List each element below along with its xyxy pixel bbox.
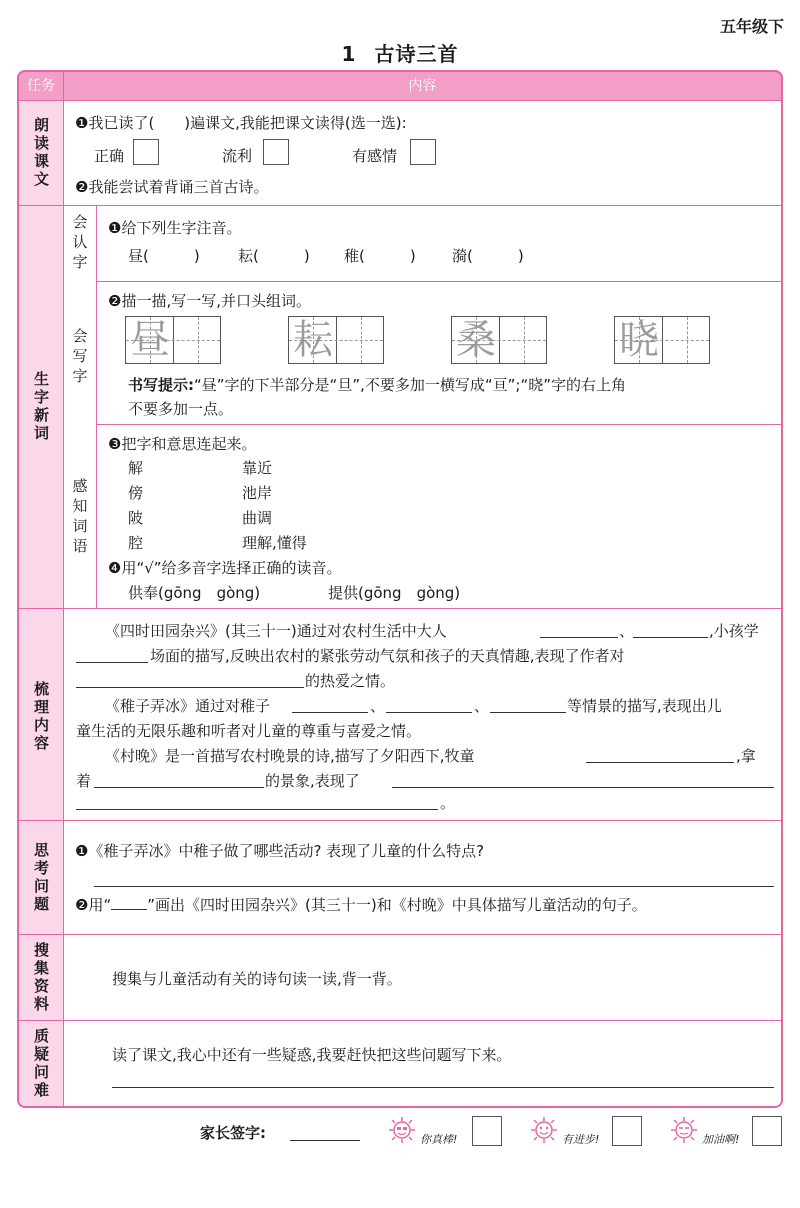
polyphone-item[interactable]: 提供(gōng gòng) <box>328 584 461 602</box>
summary-text: 《稚子弄冰》通过对稚子 <box>105 697 271 715</box>
summary-text: 着 <box>76 772 92 790</box>
sun-face-icon <box>670 1116 698 1144</box>
sublabel-write: 会 写 字 <box>72 327 88 385</box>
sun-face-icon <box>388 1116 416 1144</box>
row-divider <box>19 205 783 206</box>
summary-text: 、 <box>619 622 635 640</box>
subcolumn-divider <box>96 205 97 608</box>
section-label-reading: 朗 读 课 文 <box>33 116 49 188</box>
row-divider <box>19 934 783 935</box>
page-title <box>0 38 800 67</box>
pinyin-item: 稚( ) <box>344 247 416 265</box>
row-divider <box>19 820 783 821</box>
match-left-item[interactable]: 解 <box>128 459 144 477</box>
section-label-vocab: 生 字 新 词 <box>33 370 49 442</box>
header-task: 任务 <box>27 78 55 94</box>
praise-checkbox[interactable] <box>472 1116 502 1146</box>
writing-grid[interactable] <box>451 316 547 364</box>
summary-text: 《村晚》是一首描写农村晚景的诗,描写了夕阳西下,牧童 <box>105 747 475 765</box>
trace-character: 昼 <box>130 317 170 363</box>
match-right-item[interactable]: 理解,懂得 <box>242 534 307 552</box>
fill-blank[interactable] <box>392 786 774 788</box>
match-left-item[interactable]: 傍 <box>128 484 144 502</box>
fill-blank[interactable] <box>633 636 708 638</box>
summary-text: 、 <box>370 697 386 715</box>
fill-blank[interactable] <box>76 661 148 663</box>
row-divider <box>19 1020 783 1021</box>
recognize-question: ❶给下列生字注音。 <box>108 219 242 237</box>
answer-line[interactable] <box>94 885 774 887</box>
fill-blank[interactable] <box>386 711 472 713</box>
parent-signature-label: 家长签字: <box>200 1124 266 1142</box>
checkbox-fluent[interactable] <box>263 139 289 165</box>
summary-text: 童生活的无限乐趣和听者对儿童的尊重与喜爱之情。 <box>76 722 422 740</box>
section-label-summary: 梳 理 内 容 <box>33 680 49 752</box>
option-label: 正确 <box>94 147 125 165</box>
summary-text: 、 <box>474 697 490 715</box>
polyphone-question: ❹用“√”给多音字选择正确的读音。 <box>108 559 342 577</box>
match-left-item[interactable]: 陂 <box>128 509 144 527</box>
fill-blank[interactable] <box>76 686 304 688</box>
question-text: 读了课文,我心中还有一些疑惑,我要赶快把这些问题写下来。 <box>112 1046 512 1064</box>
grade-label: 五年级下 <box>719 17 784 36</box>
reading-question-1: ❶我已读了( )遍课文,我能把课文读得(选一选): <box>75 114 407 132</box>
section-label-thinking: 思 考 问 题 <box>33 841 49 913</box>
row-divider <box>19 100 783 101</box>
writing-grid[interactable] <box>125 316 221 364</box>
writing-grid[interactable] <box>614 316 710 364</box>
match-right-item[interactable]: 池岸 <box>242 484 273 502</box>
checkbox-correct[interactable] <box>133 139 159 165</box>
trace-character: 耘 <box>293 317 333 363</box>
fill-blank[interactable] <box>94 786 264 788</box>
parent-signature-line[interactable] <box>290 1140 360 1141</box>
praise-label: 有进步! <box>562 1133 600 1146</box>
summary-text: 的景象,表现了 <box>265 772 360 790</box>
pinyin-item: 漪( ) <box>452 247 524 265</box>
fill-blank[interactable] <box>292 711 368 713</box>
answer-line[interactable] <box>112 1086 774 1088</box>
summary-text: 。 <box>440 794 456 812</box>
sublabel-recognize: 会 认 字 <box>72 213 88 271</box>
option-label: 流利 <box>222 147 253 165</box>
polyphone-item[interactable]: 供奉(gōng gòng) <box>128 584 261 602</box>
praise-checkbox[interactable] <box>752 1116 782 1146</box>
fill-blank[interactable] <box>540 636 618 638</box>
row-divider <box>96 424 783 425</box>
writing-tip <box>128 374 626 395</box>
trace-character: 晓 <box>619 317 659 363</box>
pinyin-item: 耘( ) <box>238 247 310 265</box>
sublabel-words: 感 知 词 语 <box>72 477 88 555</box>
lesson-title: 古诗三首 <box>374 42 459 66</box>
section-label-question: 质 疑 问 难 <box>33 1027 49 1099</box>
trace-character: 桑 <box>456 317 496 363</box>
option-label: 有感情 <box>352 147 398 165</box>
pinyin-item: 昼( ) <box>128 247 200 265</box>
lesson-number: 1 <box>341 42 357 66</box>
match-right-item[interactable]: 靠近 <box>242 459 273 477</box>
sun-face-icon <box>530 1116 558 1144</box>
reading-question-2: ❷我能尝试着背诵三首古诗。 <box>75 178 269 196</box>
summary-text: 等情景的描写,表现出儿 <box>567 697 722 715</box>
collect-text: 搜集与儿童活动有关的诗句读一读,背一背。 <box>112 970 402 988</box>
match-left-item[interactable]: 腔 <box>128 534 144 552</box>
praise-label: 加油啊! <box>702 1133 740 1146</box>
summary-text: ,小孩学 <box>709 622 759 640</box>
writing-tip-label: 书写提示: <box>128 376 194 394</box>
section-label-collect: 搜 集 资 料 <box>33 941 49 1013</box>
fill-blank[interactable] <box>490 711 566 713</box>
thinking-question-2: ❷用“ ”画出《四时田园杂兴》(其三十一)和《村晚》中具体描写儿童活动的句子。 <box>75 896 647 914</box>
thinking-question-1: ❶《稚子弄冰》中稚子做了哪些活动? 表现了儿童的什么特点? <box>75 842 485 860</box>
summary-text: 的热爱之情。 <box>305 672 396 690</box>
writing-grid[interactable] <box>288 316 384 364</box>
match-question: ❸把字和意思连起来。 <box>108 435 257 453</box>
fill-blank[interactable] <box>586 761 734 763</box>
fill-blank[interactable] <box>76 808 438 810</box>
underline-sample <box>111 897 147 910</box>
header-content: 内容 <box>408 78 437 94</box>
writing-tip-text: “昼”字的下半部分是“旦”,不要多加一横写成“亘”;“晓”字的右上角 <box>194 376 626 394</box>
write-question: ❷描一描,写一写,并口头组词。 <box>108 292 311 310</box>
match-right-item[interactable]: 曲调 <box>242 509 273 527</box>
summary-text: ,拿 <box>736 747 756 765</box>
summary-text: 场面的描写,反映出农村的紧张劳动气氛和孩子的天真情趣,表现了作者对 <box>150 647 625 665</box>
summary-text: 《四时田园杂兴》(其三十一)通过对农村生活中大人 <box>105 622 447 640</box>
praise-checkbox[interactable] <box>612 1116 642 1146</box>
praise-label: 你真棒! <box>420 1133 458 1146</box>
checkbox-expressive[interactable] <box>410 139 436 165</box>
writing-tip-continued: 不要多加一点。 <box>128 400 234 418</box>
row-divider <box>19 608 783 609</box>
row-divider <box>96 281 783 282</box>
